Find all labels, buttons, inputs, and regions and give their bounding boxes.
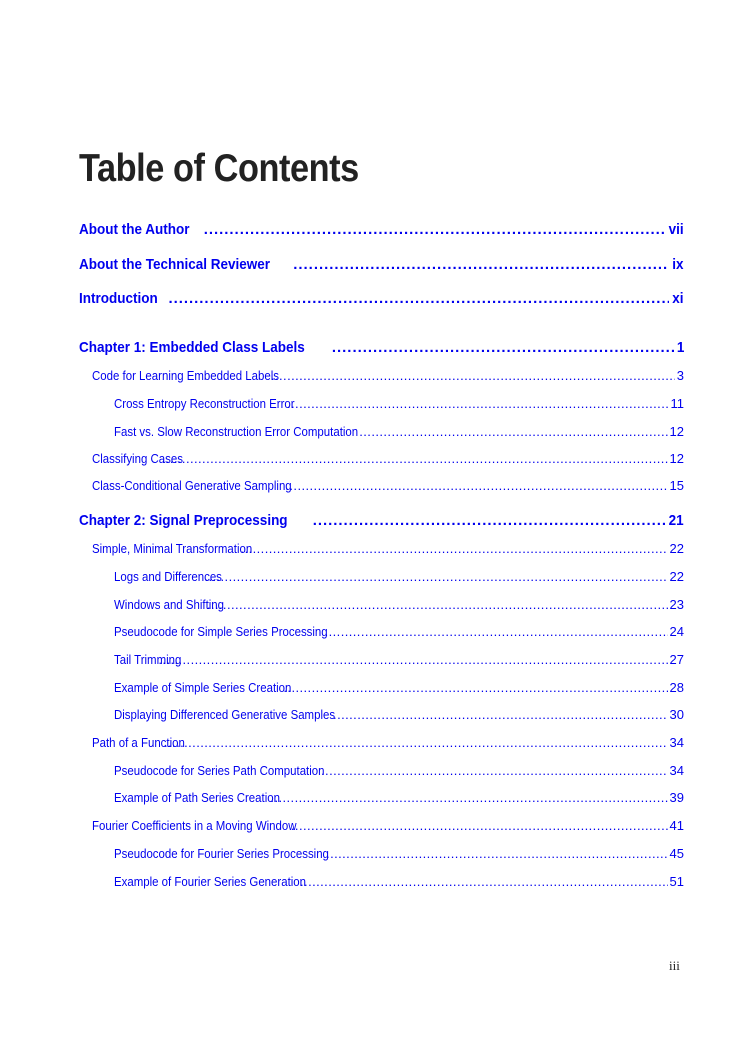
toc-entry-subsection[interactable]: Example of Path Series Creation . . . 39 — [114, 790, 684, 805]
toc-entry-chapter-1[interactable]: Chapter 1: Embedded Class Labels . . . 1 — [79, 339, 684, 356]
leader-dots — [158, 652, 667, 667]
leader-dots — [300, 874, 668, 889]
toc-entry-subsection[interactable]: Logs and Differences . . . 22 — [114, 569, 684, 584]
leader-dots — [332, 339, 674, 356]
leader-dots — [270, 790, 667, 805]
toc-entry-subsection[interactable]: Example of Fourier Series Generation . . . 51 — [114, 874, 684, 889]
leader-dots — [321, 763, 668, 778]
leader-dots — [164, 735, 668, 750]
leader-dots — [162, 451, 668, 466]
leader-dots — [204, 569, 667, 584]
toc-entry-subsection[interactable]: Tail Trimming . . . 27 — [114, 652, 684, 667]
leader-dots — [325, 624, 668, 639]
leader-dots — [333, 707, 667, 722]
leader-dots — [313, 512, 666, 529]
toc-entry-subsection[interactable]: Pseudocode for Simple Series Processing . . . 24 — [114, 624, 684, 639]
leader-dots — [285, 478, 667, 493]
toc-entry-section[interactable]: Class-Conditional Generative Sampling . . . 15 — [92, 478, 684, 493]
leader-dots — [204, 221, 666, 238]
leader-dots — [359, 424, 667, 439]
leader-dots — [168, 290, 669, 307]
page-title: Table of Contents — [79, 147, 359, 190]
page-number: iii — [669, 958, 680, 973]
toc-entry-section[interactable]: Code for Learning Embedded Labels . . . 3 — [92, 368, 684, 383]
leader-dots — [271, 368, 675, 383]
toc-entry-section[interactable]: Classifying Cases . . . 12 — [92, 451, 684, 466]
leader-dots — [207, 597, 668, 612]
toc-entry-subsection[interactable]: Cross Entropy Reconstruction Error . . . 11 — [114, 396, 684, 411]
toc-entry-about-author[interactable]: About the Author . . . vii — [79, 221, 684, 238]
toc-entry-section[interactable]: Simple, Minimal Transformation . . . 22 — [92, 541, 684, 556]
toc-entry-section[interactable]: Path of a Function . . . 34 — [92, 735, 684, 750]
toc-entry-subsection[interactable]: Pseudocode for Series Path Computation . . . 34 — [114, 763, 684, 778]
leader-dots — [293, 256, 669, 273]
toc-entry-subsection[interactable]: Pseudocode for Fourier Series Processing . . . 45 — [114, 846, 684, 861]
toc-entry-subsection[interactable]: Displaying Differenced Generative Samples . . . 30 — [114, 707, 684, 722]
leader-dots — [287, 396, 669, 411]
toc-entry-subsection[interactable]: Fast vs. Slow Reconstruction Error Computation . . . 12 — [114, 424, 684, 439]
toc-entry-technical-reviewer[interactable]: About the Technical Reviewer . . . ix — [79, 256, 684, 273]
toc-entry-subsection[interactable]: Windows and Shifting . . . 23 — [114, 597, 684, 612]
toc-entry-subsection[interactable]: Example of Simple Series Creation . . . 28 — [114, 680, 684, 695]
leader-dots — [291, 818, 668, 833]
leader-dots — [326, 846, 667, 861]
toc-entry-chapter-2[interactable]: Chapter 2: Signal Preprocessing . . . 21 — [79, 512, 684, 529]
toc-entry-introduction[interactable]: Introduction . . . xi — [79, 290, 684, 307]
leader-dots — [241, 541, 668, 556]
toc-entry-section[interactable]: Fourier Coefficients in a Moving Window . . . 41 — [92, 818, 684, 833]
leader-dots — [283, 680, 667, 695]
